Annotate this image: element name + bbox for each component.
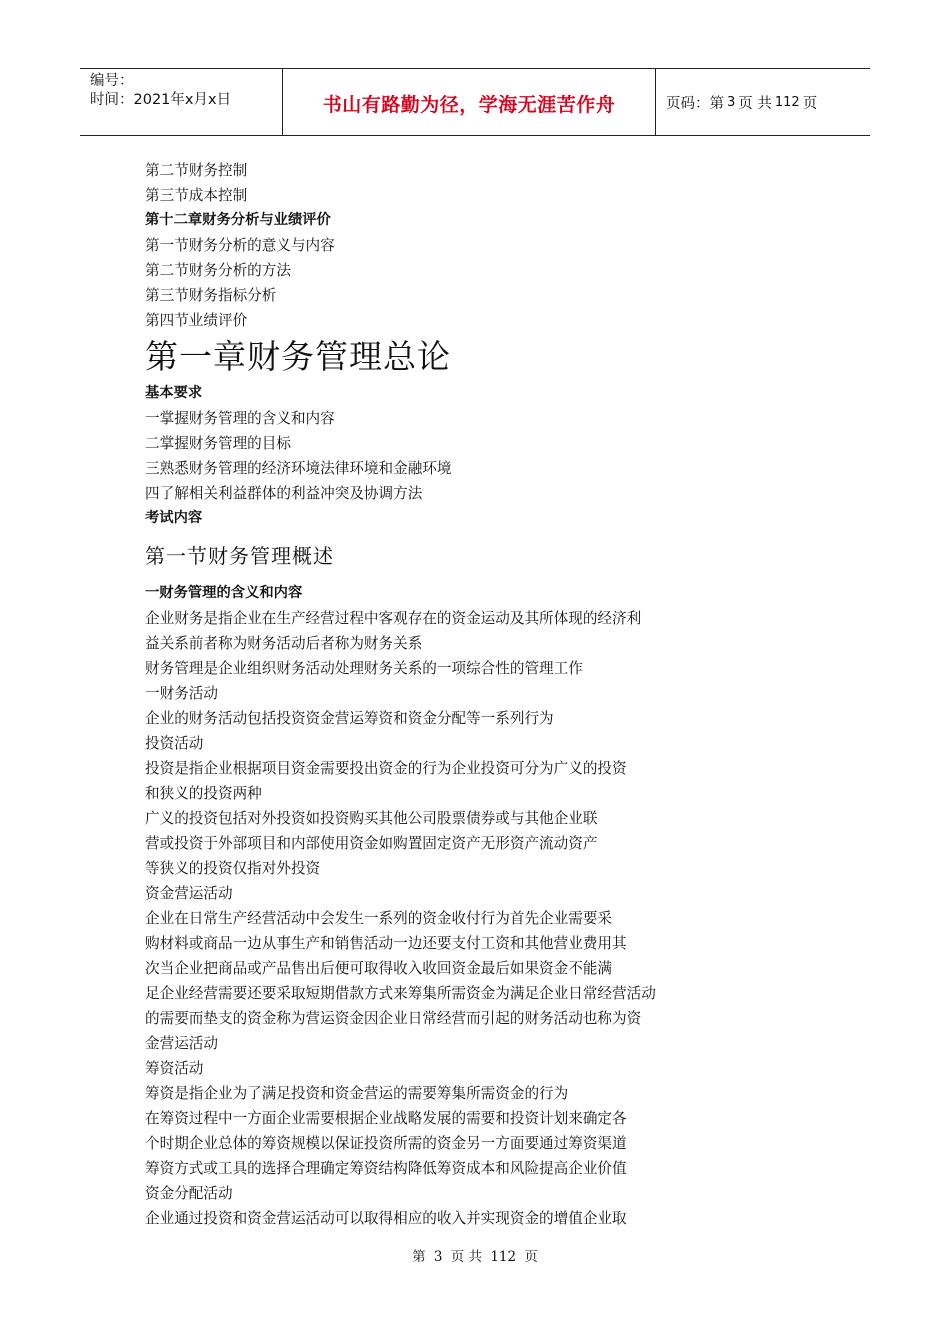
page-footer: [0, 1245, 950, 1265]
paragraph-line: 资金分配活动: [145, 1185, 233, 1202]
toc-item: 第三节成本控制: [145, 187, 248, 204]
paragraph-line: 财务管理是企业组织财务活动处理财务关系的一项综合性的管理工作: [145, 660, 583, 677]
paragraph-line: 在筹资过程中一方面企业需要根据企业战略发展的需要和投资计划来确定各: [145, 1110, 627, 1127]
page-suffix: 页: [802, 95, 818, 112]
basic-requirements-label: 基本要求: [145, 385, 203, 401]
page-middle: 页 共: [738, 95, 772, 112]
toc-item: 第三节财务指标分析: [145, 287, 277, 304]
paragraph-line: 次当企业把商品或产品售出后便可取得收入收回资金最后如果资金不能满: [145, 960, 613, 977]
paragraph-line: 筹资是指企业为了满足投资和资金营运的需要筹集所需资金的行为: [145, 1085, 569, 1102]
paragraph-line: 一财务活动: [145, 685, 218, 702]
paragraph-line: 金营运活动: [145, 1035, 218, 1052]
paragraph-line: 投资是指企业根据项目资金需要投出资金的行为企业投资可分为广义的投资: [145, 760, 627, 777]
toc-item: 第四节业绩评价: [145, 312, 248, 329]
page-current: 3: [727, 94, 736, 110]
document-number-label: 编号：: [90, 73, 134, 89]
footer-total: 112: [490, 1249, 517, 1265]
footer-prefix: 第: [412, 1249, 426, 1265]
paragraph-line: 足企业经营需要还要采取短期借款方式来筹集所需资金为满足企业日常经营活动: [145, 985, 656, 1002]
paragraph-line: 益关系前者称为财务活动后者称为财务关系: [145, 635, 423, 652]
footer-current: 3: [433, 1249, 443, 1265]
toc-item: 第一节财务分析的意义与内容: [145, 237, 335, 254]
page-prefix: 页码：第: [666, 95, 724, 112]
header-motto: 书山有路勤为径，学海无涯苦作舟: [322, 93, 616, 116]
paragraph-line: 和狭义的投资两种: [145, 785, 262, 802]
paragraph-line: 企业在日常生产经营活动中会发生一系列的资金收付行为首先企业需要采: [145, 910, 613, 927]
paragraph-line: 筹资活动: [145, 1060, 204, 1077]
paragraph-line: 广义的投资包括对外投资如投资购买其他公司股票债券或与其他企业联: [145, 810, 598, 827]
footer-suffix: 页: [524, 1249, 538, 1265]
paragraph-line: 资金营运活动: [145, 885, 233, 902]
paragraph-line: 筹资方式或工具的选择合理确定筹资结构降低筹资成本和风险提高企业价值: [145, 1160, 627, 1177]
requirement-item: 一掌握财务管理的含义和内容: [145, 410, 335, 427]
requirement-item: 二掌握财务管理的目标: [145, 435, 291, 452]
toc-item: 第二节财务控制: [145, 162, 248, 179]
paragraph-line: 企业财务是指企业在生产经营过程中客观存在的资金运动及其所体现的经济利: [145, 610, 642, 627]
paragraph-line: 的需要而垫支的资金称为营运资金因企业日常经营而引起的财务活动也称为资: [145, 1010, 642, 1027]
paragraph-line: 个时期企业总体的筹资规模以保证投资所需的资金另一方面要通过筹资渠道: [145, 1135, 627, 1152]
requirement-item: 三熟悉财务管理的经济环境法律环境和金融环境: [145, 460, 452, 477]
exam-content-label: 考试内容: [145, 510, 203, 526]
section-title: 第一节财务管理概述: [145, 544, 334, 568]
page-header: [80, 68, 870, 136]
toc-item: 第二节财务分析的方法: [145, 262, 291, 279]
chapter-title: 第一章财务管理总论: [145, 337, 451, 376]
document-time-label: 时间：2021年x月x日: [90, 92, 232, 108]
paragraph-line: 投资活动: [145, 735, 204, 752]
subsection-heading: 一财务管理的含义和内容: [145, 585, 303, 601]
header-meta: [80, 69, 282, 135]
page-total: 112: [774, 94, 800, 110]
footer-middle: 页 共: [450, 1249, 483, 1265]
paragraph-line: 企业通过投资和资金营运活动可以取得相应的收入并实现资金的增值企业取: [145, 1210, 627, 1227]
requirement-item: 四了解相关利益群体的利益冲突及协调方法: [145, 485, 423, 502]
paragraph-line: 营或投资于外部项目和内部使用资金如购置固定资产无形资产流动资产: [145, 835, 598, 852]
header-motto-cell: [282, 69, 656, 135]
paragraph-line: 企业的财务活动包括投资资金营运筹资和资金分配等一系列行为: [145, 710, 554, 727]
document-body: [145, 158, 845, 1231]
header-page-info: [656, 69, 870, 135]
paragraph-line: 购材料或商品一边从事生产和销售活动一边还要支付工资和其他营业费用其: [145, 935, 627, 952]
paragraph-line: 等狭义的投资仅指对外投资: [145, 860, 321, 877]
chapter-heading: 第十二章财务分析与业绩评价: [145, 212, 331, 228]
